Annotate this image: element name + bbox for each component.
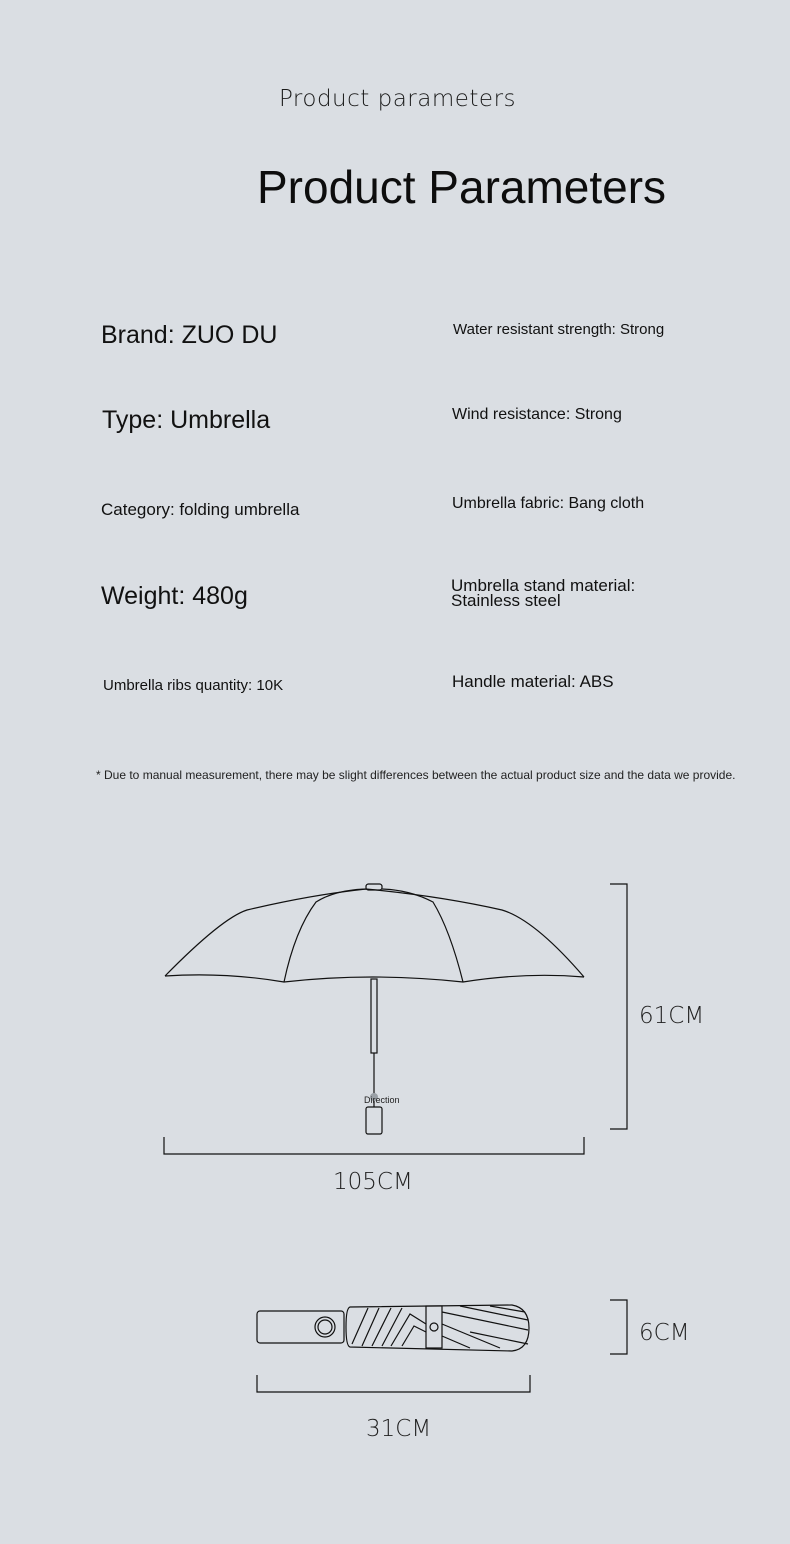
folded-strap [426, 1306, 442, 1348]
folded-height-bracket [610, 1300, 627, 1354]
folded-stripes-left [352, 1308, 426, 1346]
param-handle: Handle material: ABS [452, 672, 614, 691]
param-wind-resistance: Wind resistance: Strong [452, 406, 622, 423]
folded-handle-button-inner [318, 1320, 332, 1334]
folded-stripes-right [442, 1306, 528, 1348]
param-weight: Weight: 480g [101, 582, 248, 610]
open-width-label: 105CM [333, 1169, 413, 1195]
param-category: Category: folding umbrella [101, 500, 300, 519]
page-title: Product Parameters [257, 161, 667, 213]
measurement-note: * Due to manual measurement, there may be slight differences between the actual product size and the data we provide. [96, 768, 736, 782]
param-type: Type: Umbrella [102, 406, 271, 434]
page-subtitle: Product parameters [278, 86, 517, 112]
open-height-label: 61CM [639, 1003, 705, 1029]
param-brand: Brand: ZUO DU [101, 321, 278, 349]
param-water-resistance: Water resistant strength: Strong [453, 321, 665, 338]
length-bracket [257, 1375, 530, 1392]
param-stand-material-line1: Umbrella stand material: [451, 576, 636, 595]
folded-length-label: 31CM [366, 1416, 432, 1442]
param-ribs: Umbrella ribs quantity: 10K [103, 677, 284, 694]
folded-strap-snap [430, 1323, 438, 1331]
direction-label: Direction [364, 1095, 400, 1105]
param-stand-material-line2: Stainless steel [451, 591, 561, 610]
folded-handle [257, 1311, 344, 1343]
param-fabric: Umbrella fabric: Bang cloth [452, 495, 645, 512]
folded-height-label: 6CM [639, 1320, 690, 1346]
